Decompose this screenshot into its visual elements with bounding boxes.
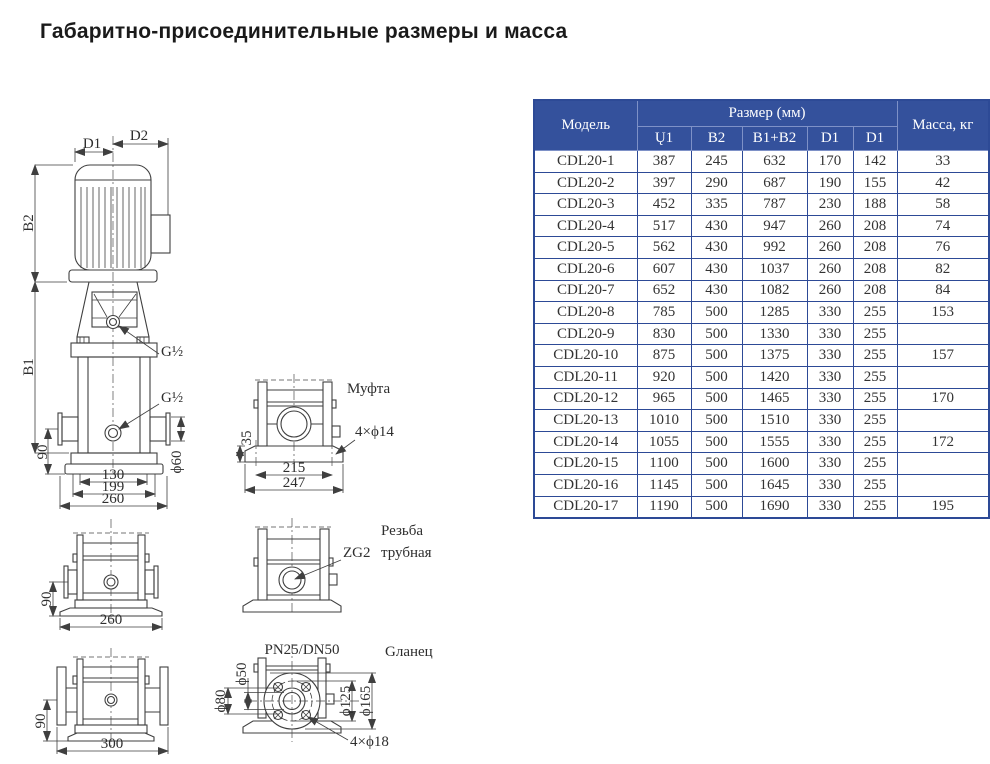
mass-cell — [897, 474, 989, 496]
model-cell: CDL20-2 — [534, 172, 637, 194]
size-cell: 290 — [691, 172, 742, 194]
size-cell: 500 — [691, 345, 742, 367]
thread-title-line2: трубная — [381, 545, 432, 561]
drawing-front-view — [25, 515, 230, 645]
drawing-flange-view — [210, 638, 470, 764]
table-row — [534, 302, 989, 324]
header-col-b2: B2 — [691, 127, 742, 151]
zg2-label: ZG2 — [343, 545, 371, 561]
size-cell: 255 — [853, 431, 897, 453]
size-cell: 208 — [853, 280, 897, 302]
size-cell: 1082 — [742, 280, 807, 302]
size-cell: 1510 — [742, 410, 807, 432]
holes-4x14-label: 4×ϕ14 — [355, 424, 394, 440]
dim-260-label: 260 — [99, 612, 123, 628]
size-cell: 330 — [807, 388, 853, 410]
model-cell: CDL20-8 — [534, 302, 637, 324]
size-cell: 1145 — [637, 474, 691, 496]
dim-90-label: 90 — [39, 591, 55, 607]
mass-cell: 76 — [897, 237, 989, 259]
size-cell: 965 — [637, 388, 691, 410]
table-row — [534, 151, 989, 173]
dim-215-label: 215 — [282, 460, 306, 476]
dim-dia60-label: ϕ60 — [169, 450, 185, 474]
table-row — [534, 388, 989, 410]
table-row — [534, 323, 989, 345]
drawing-thread-view — [235, 515, 500, 645]
size-cell: 142 — [853, 151, 897, 173]
size-cell: 255 — [853, 496, 897, 518]
table-row — [534, 496, 989, 518]
pump-top-section — [245, 374, 343, 470]
holes-callout — [336, 424, 394, 454]
dim-d2 — [113, 128, 168, 144]
port-label-bottom — [119, 390, 183, 429]
model-cell: CDL20-15 — [534, 453, 637, 475]
mass-cell: 153 — [897, 302, 989, 324]
dim-199-label: 199 — [101, 479, 125, 495]
size-cell: 260 — [807, 258, 853, 280]
coupling-lantern — [71, 282, 157, 357]
table-row — [534, 366, 989, 388]
size-cell: 1420 — [742, 366, 807, 388]
size-cell: 1190 — [637, 496, 691, 518]
size-cell: 992 — [742, 237, 807, 259]
table-row — [534, 453, 989, 475]
mass-cell: 42 — [897, 172, 989, 194]
size-cell: 255 — [853, 323, 897, 345]
size-cell: 785 — [637, 302, 691, 324]
table-row — [534, 237, 989, 259]
table-body — [534, 151, 989, 519]
header-col-b1b2: B1+B2 — [742, 127, 807, 151]
size-cell: 330 — [807, 366, 853, 388]
table-row — [534, 431, 989, 453]
mass-cell — [897, 410, 989, 432]
dim-d1-label: D1 — [82, 136, 102, 152]
size-cell: 330 — [807, 431, 853, 453]
size-cell: 430 — [691, 280, 742, 302]
dim-35 — [237, 431, 255, 463]
mass-cell: 84 — [897, 280, 989, 302]
size-cell: 1555 — [742, 431, 807, 453]
size-cell: 500 — [691, 302, 742, 324]
dim-dia60 — [169, 417, 185, 473]
size-cell: 632 — [742, 151, 807, 173]
dim-dia165-label: ϕ165 — [358, 685, 374, 717]
drawing-pump-overall — [15, 100, 235, 515]
size-cell: 430 — [691, 258, 742, 280]
size-cell: 260 — [807, 237, 853, 259]
size-cell: 155 — [853, 172, 897, 194]
model-cell: CDL20-3 — [534, 194, 637, 216]
size-cell: 500 — [691, 431, 742, 453]
pump-base-view — [60, 519, 162, 623]
size-cell: 255 — [853, 410, 897, 432]
holes-4x18-label: 4×ϕ18 — [350, 734, 389, 750]
table-row — [534, 194, 989, 216]
size-cell: 397 — [637, 172, 691, 194]
dim-b2-label: B2 — [21, 214, 37, 232]
size-cell: 330 — [807, 345, 853, 367]
model-cell: CDL20-12 — [534, 388, 637, 410]
table-row — [534, 215, 989, 237]
table-row — [534, 172, 989, 194]
size-cell: 330 — [807, 474, 853, 496]
size-cell: 387 — [637, 151, 691, 173]
size-cell: 208 — [853, 215, 897, 237]
dim-d1 — [75, 136, 168, 215]
size-cell: 500 — [691, 323, 742, 345]
size-cell: 330 — [807, 323, 853, 345]
size-cell: 190 — [807, 172, 853, 194]
size-cell: 875 — [637, 345, 691, 367]
flange-title: Gланец — [385, 644, 433, 660]
size-cell: 430 — [691, 215, 742, 237]
dim-247-label: 247 — [282, 475, 306, 491]
pump-body — [58, 357, 170, 474]
size-cell: 500 — [691, 474, 742, 496]
mass-cell: 157 — [897, 345, 989, 367]
size-cell: 260 — [807, 280, 853, 302]
dimensions-table — [533, 99, 990, 519]
size-cell: 1645 — [742, 474, 807, 496]
dim-130-label: 130 — [101, 467, 125, 483]
dim-300-label: 300 — [100, 736, 124, 752]
size-cell: 255 — [853, 474, 897, 496]
dim-dia125-label: ϕ125 — [338, 685, 354, 717]
dim-b2 — [21, 165, 73, 282]
size-cell: 208 — [853, 258, 897, 280]
model-cell: CDL20-7 — [534, 280, 637, 302]
dim-35-label: 35 — [239, 430, 255, 446]
size-cell: 255 — [853, 453, 897, 475]
size-cell: 787 — [742, 194, 807, 216]
model-cell: CDL20-13 — [534, 410, 637, 432]
size-cell: 1600 — [742, 453, 807, 475]
drawing-flange-front-view — [25, 645, 230, 764]
size-cell: 335 — [691, 194, 742, 216]
mass-cell: 82 — [897, 258, 989, 280]
dim-d2-label: D2 — [129, 128, 149, 144]
g-half-top-label: G½ — [161, 344, 184, 360]
page-title: Габаритно-присоединительные размеры и масса — [40, 20, 568, 43]
g-half-bottom-label: G½ — [161, 390, 184, 406]
model-cell: CDL20-11 — [534, 366, 637, 388]
dim-90 — [35, 429, 65, 474]
size-cell: 452 — [637, 194, 691, 216]
size-cell: 255 — [853, 302, 897, 324]
size-cell: 500 — [691, 496, 742, 518]
size-cell: 230 — [807, 194, 853, 216]
mass-cell: 58 — [897, 194, 989, 216]
model-cell: CDL20-4 — [534, 215, 637, 237]
size-cell: 947 — [742, 215, 807, 237]
size-cell: 430 — [691, 237, 742, 259]
model-cell: CDL20-1 — [534, 151, 637, 173]
mass-cell — [897, 453, 989, 475]
model-cell: CDL20-9 — [534, 323, 637, 345]
size-cell: 1285 — [742, 302, 807, 324]
mass-cell — [897, 366, 989, 388]
mass-cell — [897, 323, 989, 345]
header-col-d1b: D1 — [853, 127, 897, 151]
thread-title-line1: Резьба — [381, 523, 424, 539]
table-row — [534, 258, 989, 280]
size-cell: 830 — [637, 323, 691, 345]
size-cell: 260 — [807, 215, 853, 237]
flange-rating-label: PN25/DN50 — [264, 642, 340, 658]
size-cell: 245 — [691, 151, 742, 173]
mass-cell: 33 — [897, 151, 989, 173]
model-cell: CDL20-6 — [534, 258, 637, 280]
header-col-u1: Ų1 — [637, 127, 691, 151]
size-cell: 255 — [853, 366, 897, 388]
size-cell: 500 — [691, 453, 742, 475]
table-row — [534, 410, 989, 432]
size-cell: 170 — [807, 151, 853, 173]
size-cell: 500 — [691, 388, 742, 410]
size-cell: 1375 — [742, 345, 807, 367]
model-cell: CDL20-14 — [534, 431, 637, 453]
size-cell: 562 — [637, 237, 691, 259]
header-mass: Масса, кг — [897, 100, 989, 151]
header-model: Модель — [534, 100, 637, 151]
size-cell: 687 — [742, 172, 807, 194]
size-cell: 1010 — [637, 410, 691, 432]
dim-b1-label: B1 — [21, 358, 37, 376]
dim-90 — [33, 700, 68, 741]
dim-dia50-label: ϕ50 — [234, 662, 250, 686]
size-cell: 1690 — [742, 496, 807, 518]
size-cell: 1330 — [742, 323, 807, 345]
dim-90-label: 90 — [33, 713, 49, 729]
size-cell: 607 — [637, 258, 691, 280]
size-cell: 920 — [637, 366, 691, 388]
pump-flange-view — [57, 648, 168, 748]
dim-90-label: 90 — [35, 444, 51, 460]
size-cell: 1055 — [637, 431, 691, 453]
size-cell: 330 — [807, 410, 853, 432]
size-cell: 255 — [853, 388, 897, 410]
dim-260-label: 260 — [101, 491, 125, 507]
coupling-title: Муфта — [347, 381, 391, 397]
size-cell: 517 — [637, 215, 691, 237]
table-row — [534, 280, 989, 302]
dim-260 — [60, 612, 162, 630]
header-col-d1a: D1 — [807, 127, 853, 151]
table-header — [534, 100, 989, 151]
model-cell: CDL20-10 — [534, 345, 637, 367]
size-cell: 500 — [691, 366, 742, 388]
model-cell: CDL20-16 — [534, 474, 637, 496]
table-row — [534, 474, 989, 496]
size-cell: 208 — [853, 237, 897, 259]
size-cell: 330 — [807, 302, 853, 324]
size-cell: 652 — [637, 280, 691, 302]
model-cell: CDL20-5 — [534, 237, 637, 259]
mass-cell: 195 — [897, 496, 989, 518]
table-row — [534, 345, 989, 367]
size-cell: 1037 — [742, 258, 807, 280]
mass-cell: 172 — [897, 431, 989, 453]
mass-cell: 170 — [897, 388, 989, 410]
dim-dia80-label: ϕ80 — [213, 689, 229, 713]
size-cell: 1100 — [637, 453, 691, 475]
size-cell: 255 — [853, 345, 897, 367]
size-cell: 500 — [691, 410, 742, 432]
size-cell: 330 — [807, 453, 853, 475]
size-cell: 188 — [853, 194, 897, 216]
size-cell: 330 — [807, 496, 853, 518]
model-cell: CDL20-17 — [534, 496, 637, 518]
drawing-coupling-view — [235, 372, 500, 512]
header-size-group: Размер (мм) — [637, 100, 897, 127]
size-cell: 1465 — [742, 388, 807, 410]
mass-cell: 74 — [897, 215, 989, 237]
